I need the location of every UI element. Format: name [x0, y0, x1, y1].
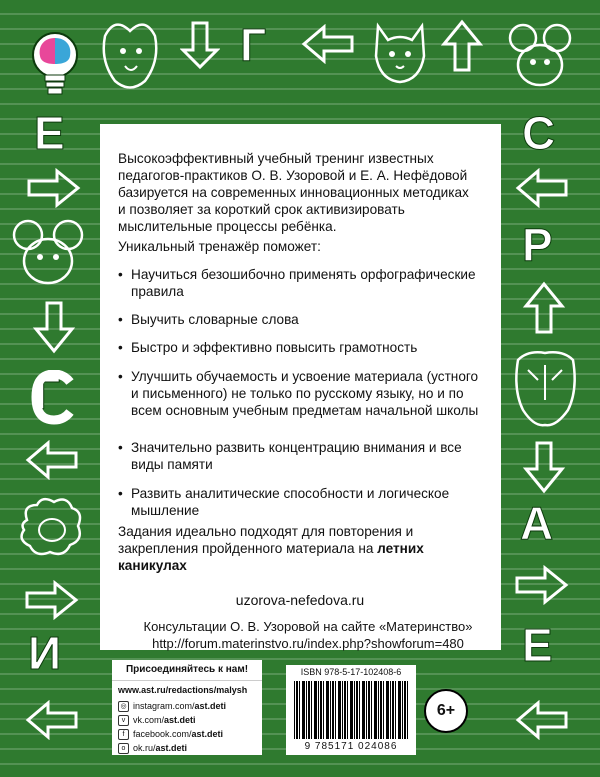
- arrow-up-icon: [440, 18, 484, 73]
- age-rating-badge: 6+: [424, 689, 468, 733]
- forum-link[interactable]: http://forum.materinstvo.ru/index.php?showforum=480: [152, 636, 464, 651]
- instagram-icon: ◎: [118, 701, 129, 712]
- ok-icon: o: [118, 743, 129, 754]
- isbn-label: ISBN 978-5-17-102408-6: [300, 667, 402, 677]
- closing-bold: летних каникулах: [118, 541, 424, 573]
- sheep-icon: [12, 490, 92, 570]
- arrow-down-icon: [180, 20, 220, 70]
- arrow-left-icon: [300, 24, 355, 64]
- arrow-down-right-col-icon: [522, 440, 566, 495]
- dog-face-icon: [95, 16, 165, 96]
- letter-c-shape: [28, 367, 78, 425]
- bullet-item: • Выучить словарные слова: [118, 312, 299, 327]
- barcode-bars: [294, 681, 408, 739]
- lead-text: Уникальный тренажёр поможет:: [118, 239, 321, 254]
- social-row-facebook[interactable]: f facebook.com/ ast.deti: [112, 727, 262, 741]
- lightbulb-brain-icon: [30, 30, 80, 100]
- social-links-box: [112, 660, 262, 755]
- letter-e-left: Е: [34, 107, 65, 159]
- arrow-left-icon-2: [24, 440, 80, 480]
- bullet-item: • Развить аналитические способности и логическое мышление: [118, 486, 450, 518]
- arrow-left-right-col-icon: [514, 168, 570, 208]
- bullet-item: • Значительно развить концентрацию внимания и все виды памяти: [118, 440, 462, 472]
- social-row-ok[interactable]: o ok.ru/ ast.deti: [112, 741, 262, 755]
- letter-a-right: А: [520, 497, 554, 549]
- mouse-face-icon: [505, 20, 575, 95]
- social-row-vk[interactable]: v vk.com/ ast.deti: [112, 713, 262, 727]
- letter-r-right: Р: [522, 219, 553, 271]
- arrow-down-left-icon: [32, 300, 76, 355]
- arrow-right-icon: [26, 168, 82, 208]
- website-link[interactable]: uzorova-nefedova.ru: [235, 592, 365, 608]
- main-site-link[interactable]: www.ast.ru/redactions/malysh: [118, 685, 248, 695]
- arrow-left-bottom-right-icon: [514, 700, 570, 740]
- letter-g-left: Г: [34, 367, 61, 419]
- intro-paragraph: Высокоэффективный учебный тренинг известных педагогов-практиков О. В. Узоровой и Е. А. Нефёдовой базируется на современных инновационных методиках и позволяет за короткий срок активизировать мыслительные процессы ребёнка.: [118, 151, 469, 234]
- bullet-item: • Улучшить обучаемость и усвоение материала (устного и письменного) не только по русскому языку, но и по всем основным учебным предметам начальной школы: [118, 369, 479, 418]
- social-row-instagram[interactable]: ◎ instagram.com/ ast.deti: [112, 699, 262, 713]
- letter-e-right: Е: [522, 619, 553, 671]
- barcode-box: [286, 665, 416, 755]
- bullet-item: • Быстро и эффективно повысить грамотность: [118, 340, 418, 355]
- arrow-left-bottom-icon: [24, 700, 80, 740]
- vk-icon: v: [118, 715, 129, 726]
- tiger-face-icon: [508, 345, 583, 430]
- letter-i-left: И: [28, 627, 62, 679]
- bullet-item: • Научиться безошибочно применять орфографические правила: [118, 267, 476, 299]
- join-us-label: Присоединяйтесь к нам!: [112, 660, 262, 681]
- facebook-icon: f: [118, 729, 129, 740]
- mouse-face-icon-left: [10, 215, 90, 290]
- closing-paragraph: Задания идеально подходят для повторения и закрепления пройденного материала на летних каникулах: [118, 524, 424, 573]
- cat-face-icon: [370, 18, 430, 88]
- barcode-number: 9 785171 024086: [304, 741, 398, 752]
- consultation-info: Консультации О. В. Узоровой на сайте «Материнство» http://forum.materinstvo.ru/index.php?showforum=480: [118, 618, 498, 652]
- letter-s-right: С: [522, 107, 556, 159]
- arrow-up-right-col-icon: [522, 280, 566, 335]
- letter-g-top: Г: [240, 19, 267, 71]
